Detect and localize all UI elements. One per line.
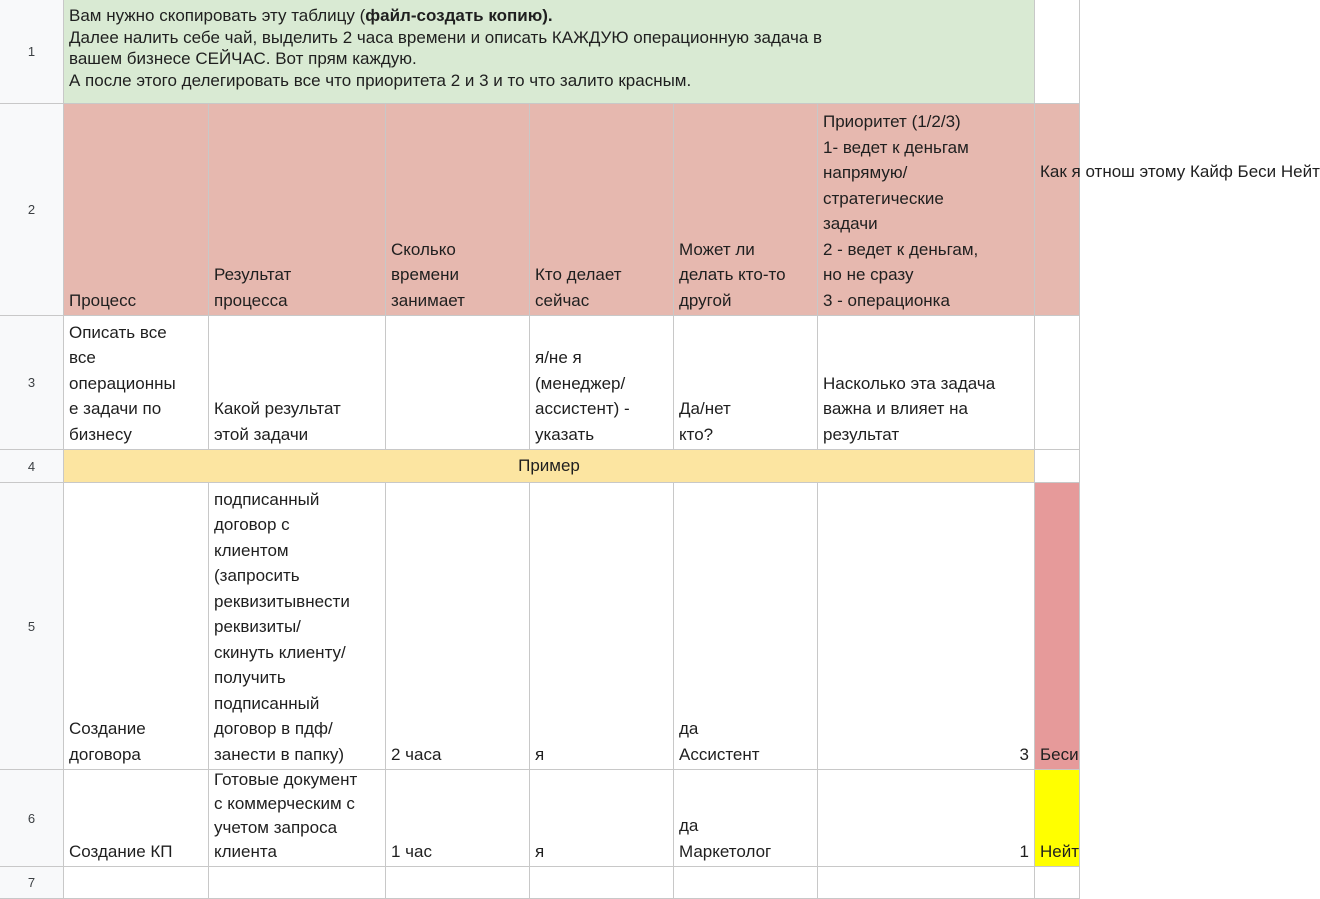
row5-process[interactable]: Создание договора xyxy=(64,483,209,770)
header-attitude[interactable]: Как я отнош этому Кайф Беси Нейт xyxy=(1035,104,1080,316)
row7-attitude[interactable] xyxy=(1035,867,1080,899)
row6-priority[interactable]: 1 xyxy=(818,770,1035,867)
row5-who[interactable]: я xyxy=(530,483,674,770)
row7-priority[interactable] xyxy=(818,867,1035,899)
header-priority[interactable]: Приоритет (1/2/3) 1- ведет к деньгам напрямую/ стратегические задачи 2 - ведет к деньгам, но не сразу 3 - операционка xyxy=(818,104,1035,316)
row5-priority[interactable]: 3 xyxy=(818,483,1035,770)
cell-H1[interactable] xyxy=(1035,0,1080,104)
row6-who[interactable]: я xyxy=(530,770,674,867)
row6-process[interactable]: Создание КП xyxy=(64,770,209,867)
row-header-4[interactable]: 4 xyxy=(0,450,64,483)
instruction-line-2: Далее налить себе чай, выделить 2 часа времени и описать КАЖДУЮ операционную задача в xyxy=(69,27,823,47)
row-header-5[interactable]: 5 xyxy=(0,483,64,770)
hint-attitude[interactable] xyxy=(1035,316,1080,450)
header-time[interactable]: Сколько времени занимает xyxy=(386,104,530,316)
header-who[interactable]: Кто делает сейчас xyxy=(530,104,674,316)
hint-time[interactable] xyxy=(386,316,530,450)
row-header-3[interactable]: 3 xyxy=(0,316,64,450)
row5-attitude[interactable]: Беси xyxy=(1035,483,1080,770)
hint-result[interactable]: Какой результат этой задачи xyxy=(209,316,386,450)
row6-result[interactable]: Готовые документ с коммерческим с учетом запроса клиента xyxy=(209,770,386,867)
example-label[interactable]: Пример xyxy=(64,450,1035,483)
instruction-line-1-text: Вам нужно скопировать эту таблицу ( xyxy=(69,6,366,25)
hint-priority[interactable]: Насколько эта задача важна и влияет на результат xyxy=(818,316,1035,450)
instruction-line-3: вашем бизнесе СЕЙЧАС. Вот прям каждую. xyxy=(69,49,417,68)
row7-process[interactable] xyxy=(64,867,209,899)
row6-attitude[interactable]: Нейт xyxy=(1035,770,1080,867)
instruction-line-4: А после этого делегировать все что приоритета 2 и 3 и то что залито красным. xyxy=(69,70,692,90)
row7-who[interactable] xyxy=(530,867,674,899)
instruction-line-1 xyxy=(69,5,1029,27)
header-process[interactable]: Процесс xyxy=(64,104,209,316)
row7-time[interactable] xyxy=(386,867,530,899)
instruction-line-1-bold: файл-создать копию). xyxy=(365,6,553,25)
header-can-other[interactable]: Может ли делать кто-то другой xyxy=(674,104,818,316)
row7-result[interactable] xyxy=(209,867,386,899)
header-result[interactable]: Результат процесса xyxy=(209,104,386,316)
row7-can-other[interactable] xyxy=(674,867,818,899)
row-header-2[interactable]: 2 xyxy=(0,104,64,316)
row5-can-other[interactable]: да Ассистент xyxy=(674,483,818,770)
row-header-6[interactable]: 6 xyxy=(0,770,64,867)
instructions-cell[interactable] xyxy=(64,0,1035,104)
cell-H4[interactable] xyxy=(1035,450,1080,483)
hint-can-other[interactable]: Да/нет кто? xyxy=(674,316,818,450)
row6-time[interactable]: 1 час xyxy=(386,770,530,867)
row-header-1[interactable]: 1 xyxy=(0,0,64,104)
hint-process[interactable]: Описать все все операционны е задачи по бизнесу xyxy=(64,316,209,450)
hint-who[interactable]: я/не я (менеджер/ ассистент) - указать xyxy=(530,316,674,450)
row6-can-other[interactable]: да Маркетолог xyxy=(674,770,818,867)
row5-result[interactable]: подписанный договор с клиентом (запросить реквизитывнести реквизиты/ скинуть клиенту/ получить подписанный договор в пдф/ занести в папку) xyxy=(209,483,386,770)
row-header-7[interactable]: 7 xyxy=(0,867,64,899)
row5-time[interactable]: 2 часа xyxy=(386,483,530,770)
